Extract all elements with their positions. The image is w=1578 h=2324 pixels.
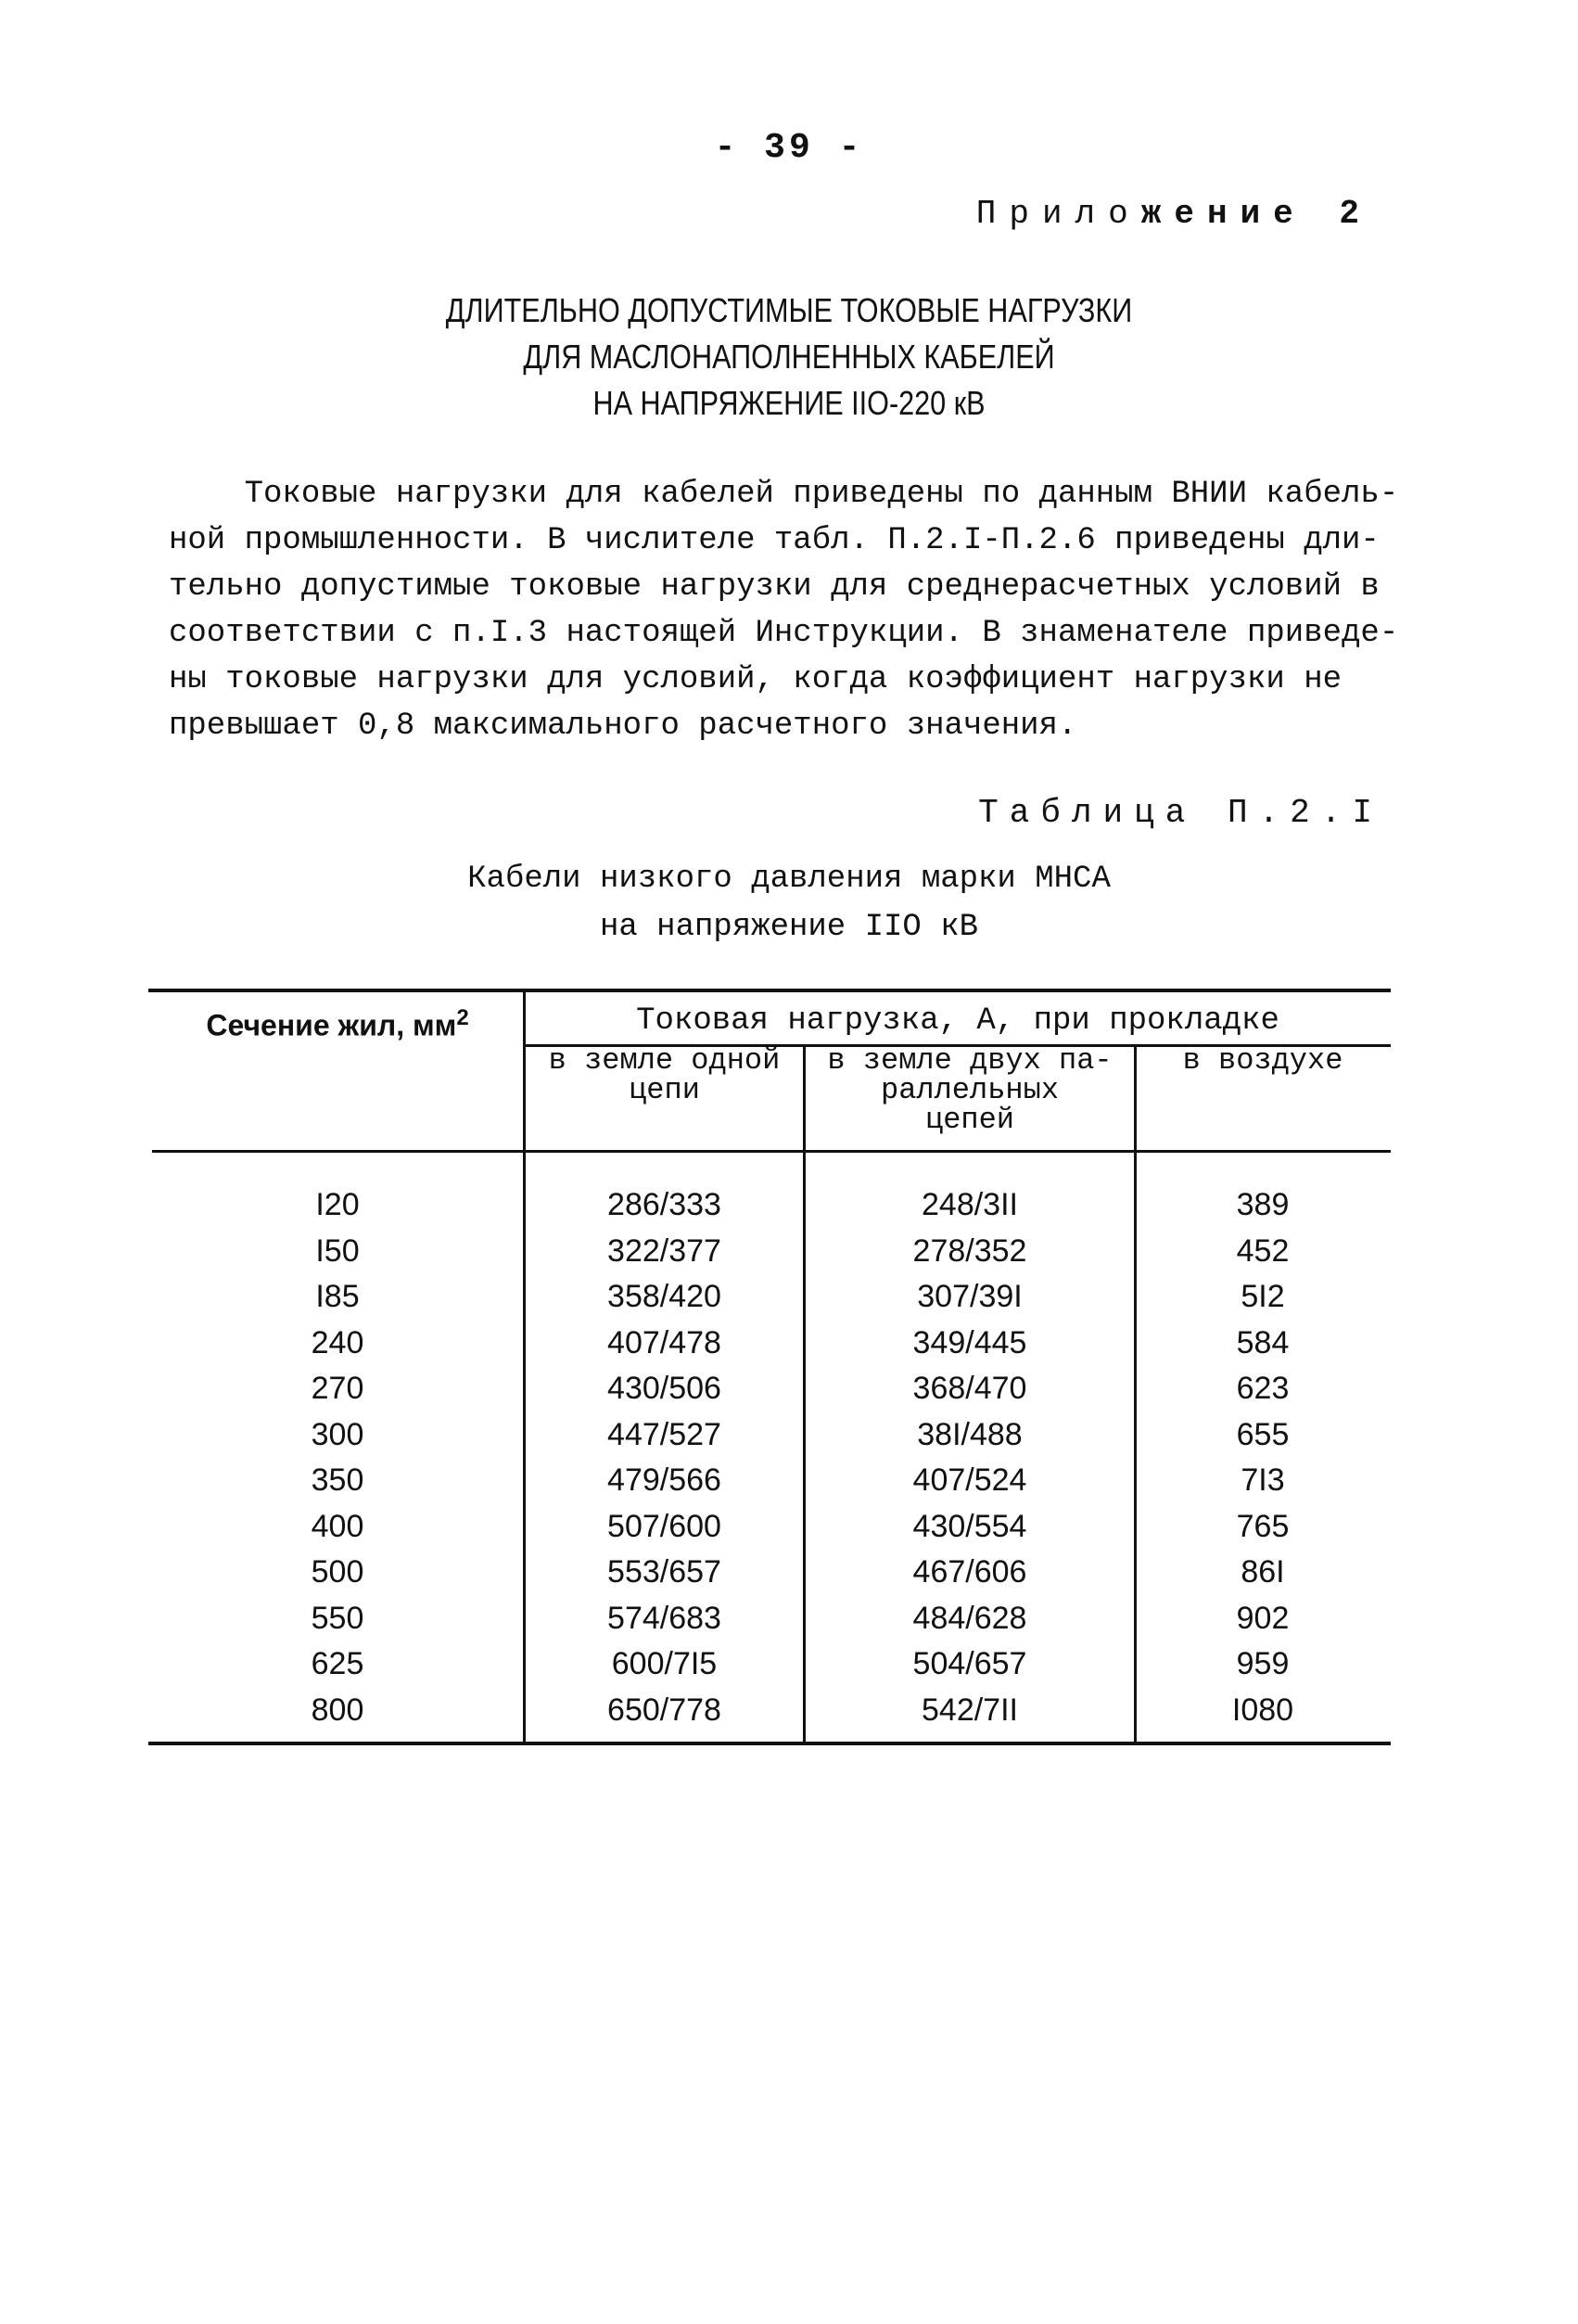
document-heading [119,287,1460,427]
heading-line-2: ДЛЯ МАСЛОНАПОЛНЕННЫХ КАБЕЛЕЙ [523,338,1055,376]
table-cell-air: 7I3 [1241,1462,1285,1498]
table-cell-air: 584 [1236,1324,1290,1360]
intro-line-1: Токовые нагрузки для кабелей приведены по данным ВНИИ кабель- [169,477,1399,512]
table-cell-section: I85 [315,1279,360,1314]
table-cell-ground-two: 349/445 [912,1324,1027,1360]
table-cell-ground-two: 38I/488 [917,1416,1023,1452]
table-cell-section: 270 [311,1371,364,1406]
table-cell-ground-two: 307/39I [917,1279,1023,1314]
table-cell-ground-one: 358/420 [607,1279,721,1314]
table-cell-ground-two: 467/606 [912,1554,1027,1590]
heading-line-1: ДЛИТЕЛЬНО ДОПУСТИМЫЕ ТОКОВЫЕ НАГРУЗКИ [445,291,1133,329]
column-header-ground-two-line-3: цепей [924,1103,1014,1137]
table-cell-air: 452 [1236,1232,1290,1269]
table-cell-air: I080 [1231,1692,1294,1728]
table-cell-ground-one: 479/566 [607,1462,721,1498]
table-cell-section: I20 [315,1187,360,1222]
table-subtitle-line-1: Кабели низкого давления марки МНСА [467,862,1111,897]
table-cell-ground-two: 248/3II [922,1187,1018,1222]
table-caption: Таблица П.2.I [978,794,1383,832]
column-group-header: Токовая нагрузка, А, при прокладке [636,1003,1279,1039]
column-header-ground-two-line-2: раллельных [880,1073,1060,1107]
table-cell-air: 389 [1236,1187,1290,1222]
table-cell-air: 655 [1236,1416,1290,1452]
column-header-section [152,1005,523,1043]
table-cell-ground-two: 484/628 [912,1600,1027,1636]
column-header-air [1137,1043,1389,1078]
table-cell-section: 300 [311,1416,364,1452]
table-cell-ground-one: 553/657 [607,1554,721,1590]
table-cell-section: 625 [311,1646,364,1681]
table-cell-ground-one: 600/7I5 [611,1646,718,1681]
table-cell-ground-two: 504/657 [912,1646,1027,1681]
column-header-ground-one-line-2: цепи [629,1073,700,1107]
table-subtitle [0,855,1578,951]
column-header-ground-two-line-1: в земле двух па- [827,1043,1113,1078]
table-cell-ground-one: 322/377 [607,1232,721,1269]
intro-line-5: ны токовые нагрузки для условий, когда коэффициент нагрузки не [169,662,1343,697]
table-cell-ground-one: 650/778 [607,1692,721,1728]
table-cell-ground-one: 407/478 [607,1324,721,1360]
intro-line-4: соответствии с п.I.3 настоящей Инструкции. В знаменателе приведе- [169,616,1399,651]
table-cell-ground-two: 368/470 [912,1371,1027,1406]
table-cell-ground-one: 574/683 [607,1600,721,1636]
table-cell-ground-one: 447/527 [607,1416,721,1452]
table-cell-air: 959 [1236,1646,1290,1681]
column-header-section-text: Сечение жил, мм [206,1008,457,1042]
appendix-prefix: Прило [975,195,1141,233]
table-top-rule [148,989,1391,992]
column-header-ground-one-line-1: в земле одной [548,1043,781,1078]
table-cell-section: 550 [311,1600,364,1636]
table-cell-ground-two: 407/524 [912,1462,1027,1498]
table-cell-ground-one: 430/506 [607,1371,721,1406]
table-cell-ground-one: 507/600 [607,1508,721,1544]
table-cell-air: 623 [1236,1371,1290,1406]
appendix-suffix: жение 2 [1140,195,1372,233]
table-cell-section: 400 [311,1508,364,1544]
intro-line-2: ной промышленности. В числителе табл. П.2.I-П.2.6 приведены дли- [169,523,1380,558]
intro-line-3: тельно допустимые токовые нагрузки для среднерасчетных условий в [169,569,1380,605]
table-cell-section: 800 [311,1692,364,1728]
table-cell-ground-one: 286/333 [607,1187,721,1222]
table-cell-section: I50 [315,1232,360,1269]
column-header-ground-two [806,1043,1134,1137]
table-cell-section: 350 [311,1462,364,1498]
table-cell-air: 86I [1241,1554,1285,1590]
table-cell-section: 500 [311,1554,364,1590]
table-header-rule [152,1150,1391,1153]
column-header-ground-one [526,1043,803,1107]
table-bottom-rule [148,1742,1391,1745]
heading-line-3: НА НАПРЯЖЕНИЕ IIO-220 кВ [592,384,986,422]
table-cell-section: 240 [311,1324,364,1360]
table-cell-ground-two: 430/554 [912,1508,1027,1544]
table-cell-air: 5I2 [1241,1279,1285,1314]
column-header-section-sup: 2 [456,1005,469,1030]
column-header-air-line-1: в воздухе [1182,1043,1343,1078]
table-cell-ground-two: 542/7II [922,1692,1018,1728]
table-cell-air: 902 [1236,1600,1290,1636]
table-subtitle-line-2: на напряжение IIO кВ [599,910,979,945]
table-cell-ground-two: 278/352 [912,1232,1027,1269]
page-number: - 39 - [714,128,864,168]
appendix-label [976,195,1372,233]
table-cell-air: 765 [1236,1508,1290,1544]
intro-line-6: превышает 0,8 максимального расчетного значения. [169,709,1077,744]
intro-paragraph [169,471,1402,749]
